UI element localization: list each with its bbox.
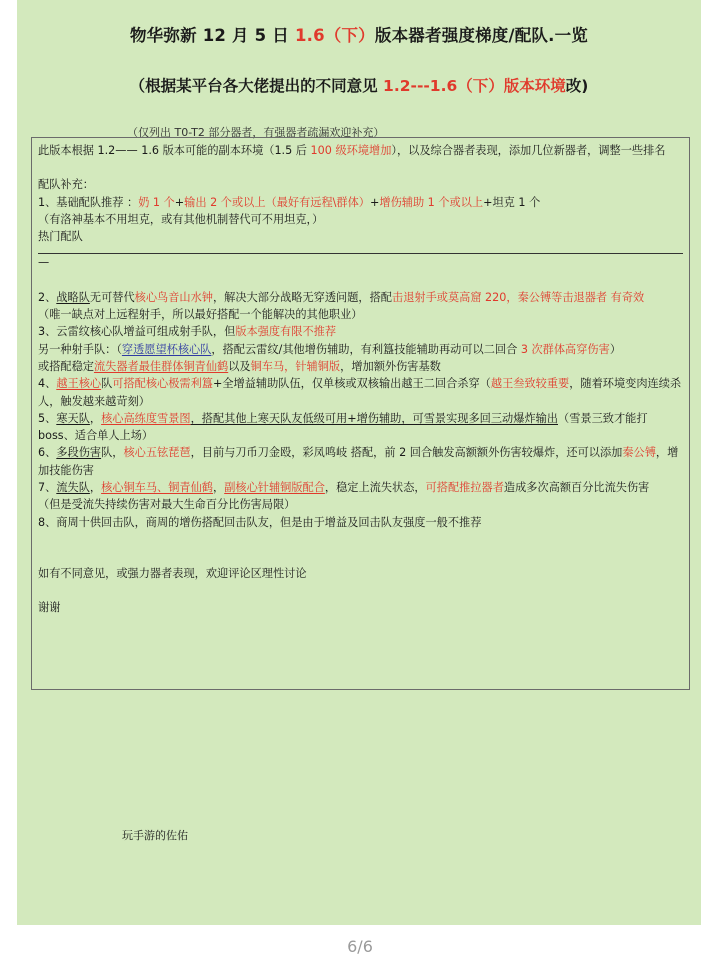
item-2 [38, 289, 683, 306]
item1-healer: 奶 1 个 [138, 195, 175, 209]
item-1-note: （有洛神基本不用坦克，或有其他机制替代可不用坦克，） [38, 212, 324, 226]
item4-core: 越王核心 [56, 377, 102, 391]
item3-warning: 版本强度有限不推荐 [235, 325, 337, 339]
item5-num: 5、 [38, 411, 57, 425]
item7-comma: ， [89, 481, 102, 495]
item6-text: ，目前与刀币刀金殴，彩凤鸣岐 搭配，前 2 回合触发高额额外伤害较爆炸，还可以添加 [190, 446, 623, 460]
item3-or: 或搭配稳定 [38, 359, 94, 373]
item6-core: 核心五铉琵琶 [123, 446, 191, 460]
item7-text: ，稳定上流失状态， [324, 481, 426, 495]
title-prefix: 物华弥新 12 月 5 日 [129, 26, 295, 45]
item7-pair: 可搭配推拉器者 [425, 481, 504, 495]
item2-team: 战略队 [56, 290, 90, 304]
intro-text-c: ），以及综合器者表现，添加几位新器者，调整一些排名 [391, 144, 666, 157]
subtitle-range: 1.2---1.6（下）版本环境 [383, 77, 566, 95]
item2-text2: ，解决大部分战略无穿透问题，搭配 [212, 290, 392, 304]
item7-num: 7、 [38, 481, 57, 495]
item3-damage: 3 次群体高穿伤害 [520, 342, 610, 356]
item2-text: 无可替代 [89, 290, 135, 304]
item-6 [38, 444, 683, 479]
item6-num: 6、 [38, 446, 57, 460]
item3-units: 铜车马，针辅铜版 [250, 359, 341, 373]
item3-tail: ，增加额外伤害基数 [340, 359, 441, 373]
item7-subcore: 副核心针辅铜版配合 [224, 481, 325, 495]
item4-tail: ，随着环境变肉连续杀人，触发越来越苛刻） [38, 377, 682, 408]
item3-close: ） [609, 342, 622, 356]
item4-team: 队 [101, 377, 113, 391]
item4-num: 4、 [38, 377, 57, 391]
content-box [31, 137, 690, 690]
item1-buffer: 增伤辅助 1 个或以上 [379, 195, 484, 209]
item-1 [38, 194, 683, 211]
intro-text-a: 此版本根据 1.2—— 1.6 版本可能的副本环境（1.5 后 [38, 144, 311, 157]
team-header: 配队补充： [38, 178, 94, 192]
item6-tail: ，增加技能伤害 [38, 446, 679, 477]
intro-highlight: 100 级环境增加 [310, 144, 392, 157]
item7-team: 流失队 [56, 481, 90, 495]
closing-text: 如有不同意见，或强力器者表现，欢迎评论区理性讨论 [38, 566, 307, 580]
item5-team: 寒天队 [56, 411, 90, 425]
item6-team: 多段伤害 [56, 446, 102, 460]
item1-dps: 输出 2 个或以上（最好有远程\群体） [184, 195, 370, 209]
scope-note: （仅列出 T0-T2 部分器者，有强器者疏漏欢迎补充） [127, 126, 385, 139]
title-suffix: 版本器者强度梯度/配队.一览 [374, 26, 588, 45]
item5-comma: ， [89, 411, 102, 425]
item4-key: 越王叁致较重要 [490, 377, 570, 391]
author-signature: 玩手游的佐佑 [122, 829, 188, 842]
item3-text2: ，搭配云雷纹/其他增伤辅助，有利簋技能辅助再动可以二回合 [211, 342, 521, 356]
item3-alt: 另一种射手队：（ [38, 342, 122, 356]
subtitle-prefix: （根据某平台各大佬提出的不同意见 [129, 77, 384, 95]
item-4 [38, 375, 683, 410]
item1-label: 1、基础配队推荐 ： [38, 195, 139, 209]
item5-core: 核心高练度雪景图 [101, 411, 191, 425]
intro-paragraph [38, 142, 683, 159]
item7-comma2: ， [212, 481, 225, 495]
item-3-line2 [38, 341, 683, 358]
item-3-line3 [38, 358, 683, 375]
item1-plus1: + [174, 195, 185, 209]
item3-bleed: 流失器者最佳群体铜青仙鹤 [93, 359, 229, 373]
document-sheet [17, 0, 701, 925]
title-version: 1.6（下） [294, 26, 375, 45]
page-title [17, 22, 701, 46]
item1-plus2: + [370, 195, 380, 209]
item4-text: +全增益辅助队伍，仅单核或双核输出越王二回合杀穿（ [212, 377, 491, 391]
item5-note: （雪景三致才能打 boss、适合单人上场） [38, 411, 648, 443]
item-8: 8、商周十供回击队，商周的增伤搭配回击队友，但是由于增益及回击队友强度一般不推荐 [38, 515, 482, 529]
divider-dash: — [38, 256, 50, 270]
thanks-text: 谢谢 [38, 601, 61, 615]
item7-tail: 造成多次高额百分比流失伤害 [503, 481, 650, 495]
item-2-note: （唯一缺点对上远程射手，所以最好搭配一个能解决的其他职业） [38, 308, 363, 322]
page-subtitle [17, 74, 701, 96]
item4-pair: 可搭配核心极需利簋 [112, 377, 213, 391]
item-3 [38, 323, 683, 340]
item1-tank: +坦克 1 个 [483, 195, 541, 209]
page-indicator: 6/6 [347, 937, 373, 956]
item-7-note: （但是受流失持续伤害对最大生命百分比伤害局限） [38, 498, 296, 512]
item2-num: 2、 [38, 290, 57, 304]
item2-core: 核心鸟音山水钟 [134, 290, 213, 304]
item7-core: 核心铜车马、铜青仙鹤 [101, 481, 213, 495]
item3-core: 穿透愿望杯核心队 [121, 342, 212, 356]
item6-sep: 队， [101, 446, 124, 460]
item-5 [38, 410, 683, 445]
item3-and: 以及 [228, 359, 251, 373]
item2-pair: 击退射手或莫高窟 220，秦公镈等击退器者 有奇效 [392, 290, 645, 304]
item-7 [38, 479, 683, 496]
item6-add: 秦公镈 [622, 446, 656, 460]
item3-text: 3、云雷纹核心队增益可组成射手队，但 [38, 325, 236, 339]
item5-text: ，搭配其他上寒天队友低级可用+增伤辅助，可雪景实现多回三动爆炸输出 [190, 411, 558, 425]
subtitle-suffix: 改) [565, 77, 589, 95]
hot-teams-label: 热门配队 [38, 230, 83, 244]
